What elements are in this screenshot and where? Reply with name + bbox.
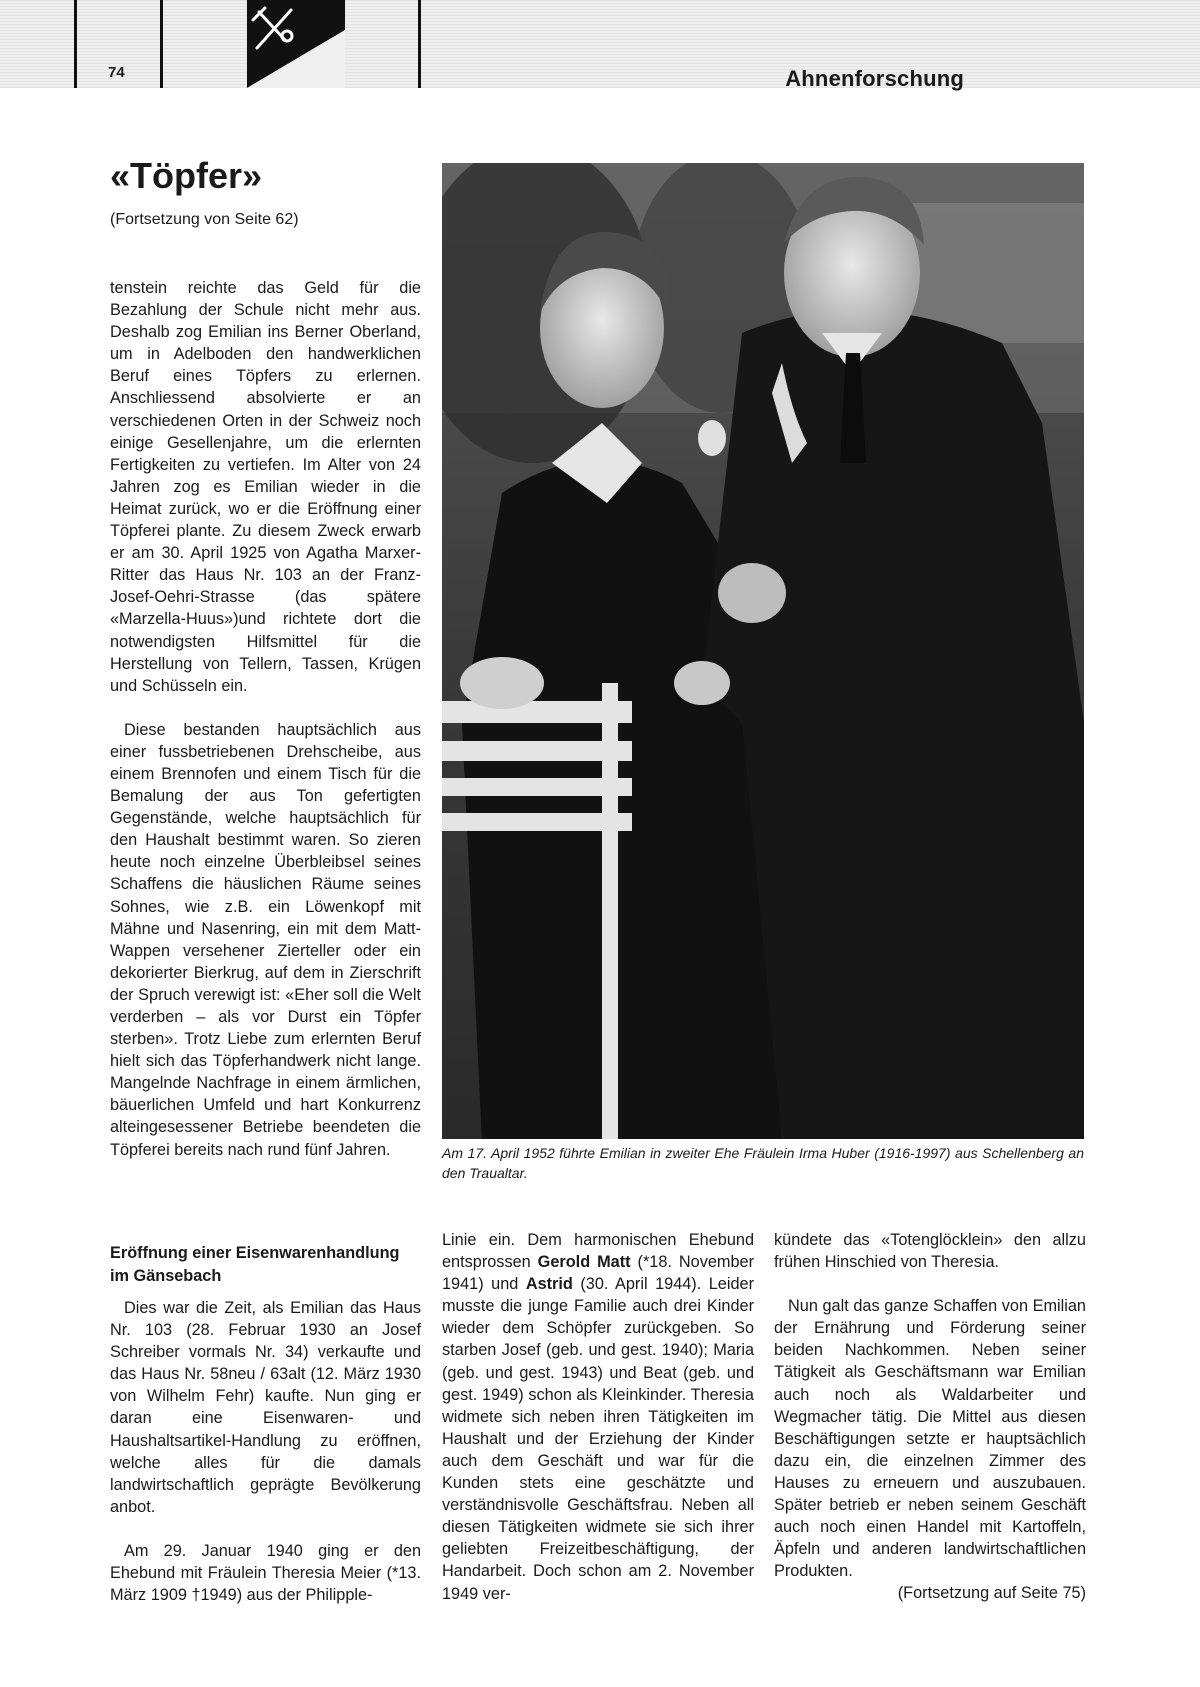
paragraph: Am 29. Januar 1940 ging er den Ehebund mit Fräulein Theresia Meier (*13. März 1909 †1949) aus der Philipple-	[110, 1541, 421, 1605]
paragraph: Nun galt das ganze Schaffen von Emilian der Ernährung und Förderung seiner beiden Nachkommen. Neben seiner Tätigkeit als Geschäftsmann war Emilian auch noch als Waldarbeiter und Wegmacher tätig. Die Mittel aus diesen Beschäftigungen setzte er hauptsächlich dazu ein, die einzelnen Zimmer des Hauses zu erneuern und auszubauen. Später betrieb er neben seinem Geschäft auch noch einen Handel mit Kartoffeln, Äpfeln und anderen landwirtschaftlichen Produkten.	[774, 1297, 1086, 1581]
photo-caption: Am 17. April 1952 führte Emilian in zweiter Ehe Fräulein Irma Huber (1916-1997) aus Schellenberg an den Traualtar.	[442, 1145, 1084, 1181]
article-column-2	[442, 1229, 754, 1605]
couple-photo	[442, 163, 1084, 1139]
person-name: Astrid	[525, 1275, 573, 1294]
header-rule	[160, 0, 163, 88]
header-rule	[74, 0, 77, 88]
paragraph: Linie ein. Dem harmonischen Ehebund entsprossen Gerold Matt (*18. November 1941) und Astrid (30. April 1944). Leider musste die junge Familie auch drei Kinder wieder dem Schöpfer zurückgeben. So starben Josef (geb. und gest. 1940); Maria (geb. und gest. 1943) und Beat (geb. und gest. 1949) schon als Kleinkinder. Theresia widmete sich neben ihren Tätigkeiten im Haushalt und der Erziehung der Kinder auch dem Geschäft und war für die Kunden stets eine geschätzte und verständnisvolle Geschäftsfrau. Neben all diesen Tätigkeiten widmete sie sich ihrer geliebten Freizeitbeschäftigung, der Handarbeit. Doch schon am 2. November 1949 ver-	[442, 1231, 754, 1603]
person-name: Gerold Matt	[537, 1253, 631, 1272]
article-section-eisenwaren	[110, 1242, 421, 1606]
article-subtitle: (Fortsetzung von Seite 62)	[110, 211, 299, 228]
paragraph: Diese bestanden hauptsächlich aus einer fussbetriebenen Drehscheibe, aus einem Brennofen und einem Tisch für die Bemalung der aus Ton gefertigten Gegenstände, welche hauptsächlich für den Haushalt bestimmt waren. So zieren heute noch einzelne Überbleibsel seines Schaffens die häuslichen Räume seines Sohnes, wie z.B. ein Löwenkopf mit Mähne und Nasenring, ein mit dem Matt-Wappen versehener Zierteller oder ein dekorierter Bierkrug, auf dem in Zierschrift der Spruch verewigt ist: «Eher soll die Welt verderben – als vor Durst ein Töpfer sterben». Trotz Liebe zum erlernten Beruf hielt sich das Töpferhandwerk nicht lange. Mangelnde Nachfrage in einem ärmlichen, bäuerlichen Umfeld und hart Konkurrenz alteingesessener Betriebe beendeten die Töpferei bereits nach rund fünf Jahren.	[110, 720, 421, 1159]
continuation-note: (Fortsetzung auf Seite 75)	[897, 1584, 1086, 1603]
paragraph: Dies war die Zeit, als Emilian das Haus Nr. 103 (28. Februar 1930 an Josef Schreiber vormals Nr. 34) verkaufte und das Haus Nr. 58neu / 63alt (12. März 1930 von Wilhelm Fehr) kaufte. Nun ging er daran eine Eisenwaren- und Haushaltsartikel-Handlung zu eröffnen, welche alles für die damals landwirtschaftlich geprägte Bevölkerung anbot.	[110, 1299, 421, 1516]
header-rule	[418, 0, 421, 88]
crossed-tools-emblem-icon	[247, 0, 345, 88]
page-number: 74	[108, 64, 125, 81]
paragraph: kündete das «Totenglöcklein» den allzu frühen Hinschied von Theresia.	[774, 1231, 1086, 1272]
article-column-1	[110, 277, 421, 1161]
section-heading: Eröffnung einer Eisenwarenhandlung im Gänsebach	[110, 1244, 400, 1285]
header-band	[0, 0, 1200, 88]
paragraph: tenstein reichte das Geld für die Bezahlung der Schule nicht mehr aus. Deshalb zog Emilian ins Berner Oberland, um in Adelboden den handwerklichen Beruf eines Töpfers zu erlernen. Anschliessend absolvierte er an verschiedenen Orten in der Schweiz noch einige Gesellenjahre, um die erlernten Fertigkeiten zu vertiefen. Im Alter von 24 Jahren zog es Emilian wieder in die Heimat zurück, wo er die Eröffnung einer Töpferei plante. Zu diesem Zweck erwarb er am 30. April 1925 von Agatha Marxer-Ritter das Haus Nr. 103 an der Franz-Josef-Oehri-Strasse (das spätere «Marzella-Huus»)und richtete dort die notwendigsten Hilfsmittel für die Herstellung von Tellern, Tassen, Krügen und Schüsseln ein.	[110, 279, 421, 695]
article-column-3	[774, 1229, 1086, 1605]
section-title: Ahnenforschung	[785, 66, 964, 91]
article-title: «Töpfer»	[110, 155, 263, 196]
